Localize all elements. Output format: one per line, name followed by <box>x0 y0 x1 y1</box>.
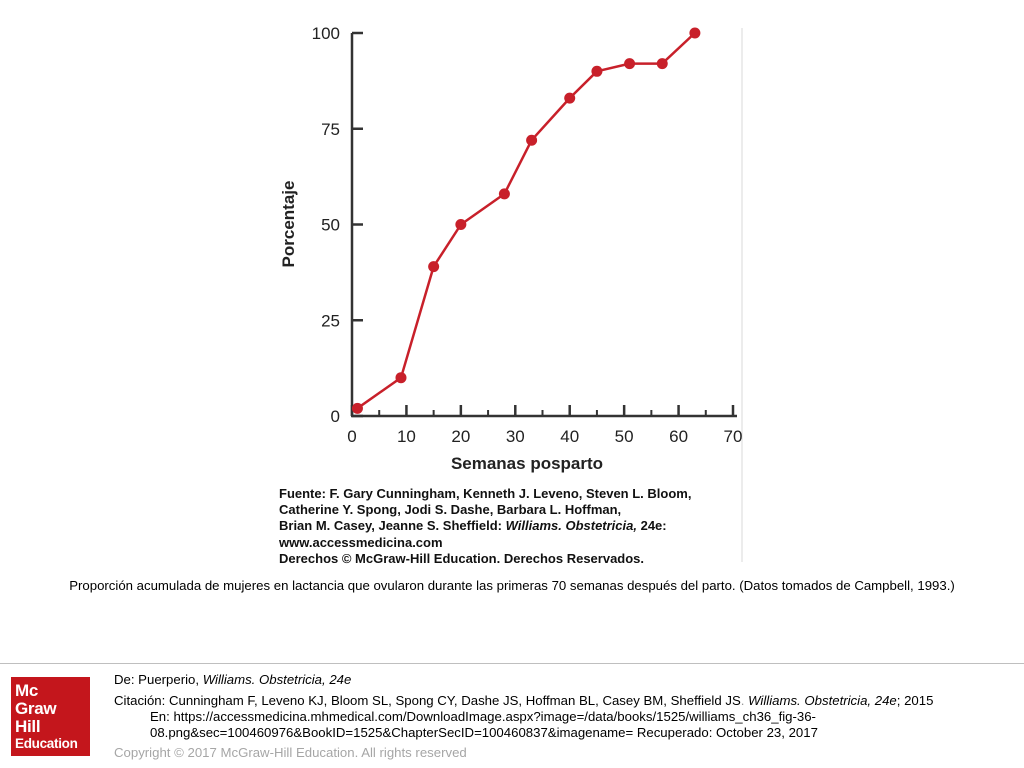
from-line <box>114 672 1014 687</box>
data-point <box>591 66 602 77</box>
x-axis-label: Semanas posparto <box>450 454 604 473</box>
x-tick-label: 10 <box>396 427 416 446</box>
logo-line-2: Graw <box>15 699 57 718</box>
data-point <box>428 261 439 272</box>
y-tick-label: 100 <box>311 24 340 43</box>
figure-source <box>279 486 691 567</box>
citation-year: ; 2015 <box>896 693 934 708</box>
x-tick-label: 50 <box>614 427 634 446</box>
y-axis-label: Porcentaje <box>279 180 298 268</box>
y-tick-label: 0 <box>330 407 340 426</box>
series-line <box>357 33 695 408</box>
copyright-notice: Copyright © 2017 McGraw-Hill Education. All rights reserved <box>114 745 467 760</box>
data-point <box>526 135 537 146</box>
x-tick-label: 70 <box>723 427 743 446</box>
source-line-1: Fuente: F. Gary Cunningham, Kenneth J. Leveno, Steven L. Bloom, <box>279 486 692 501</box>
data-point <box>689 28 700 39</box>
citation-title: Williams. Obstetricia, 24e <box>748 693 897 708</box>
data-point <box>455 219 466 230</box>
footer-divider <box>0 663 1024 664</box>
data-point <box>564 93 575 104</box>
y-tick-label: 75 <box>321 119 340 139</box>
x-tick-label: 40 <box>560 427 580 446</box>
y-tick-label: 50 <box>321 215 340 235</box>
citation-dot: . <box>740 693 745 708</box>
logo-line-4: Education <box>15 736 78 751</box>
logo-line-3: Hill <box>15 717 41 736</box>
source-line-5: Derechos © McGraw-Hill Education. Derechos Reservados. <box>279 550 645 566</box>
citation-block <box>114 672 1014 741</box>
y-tick-label: 25 <box>321 311 340 331</box>
logo-line-1: Mc <box>15 681 39 700</box>
source-line-3-prefix: Brian M. Casey, Jeanne S. Sheffield: <box>279 518 506 534</box>
citation-text <box>114 693 1014 741</box>
data-point <box>657 58 668 69</box>
source-book-title: Williams. Obstetricia, <box>505 518 637 534</box>
x-tick-label: 60 <box>669 427 689 446</box>
figure-caption: Proporción acumulada de mujeres en lactancia que ovularon durante las primeras 70 semanas después del parto. (Datos tomados de Campbell, 1993.) <box>69 578 955 593</box>
source-line-3-suffix: 24e: <box>636 518 667 534</box>
mcgraw-hill-logo <box>11 677 90 756</box>
x-tick-label: 0 <box>347 427 357 446</box>
x-tick-label: 20 <box>451 427 471 446</box>
data-point <box>395 372 406 383</box>
from-prefix: De: Puerperio, <box>114 672 203 687</box>
x-tick-label: 30 <box>505 427 525 446</box>
source-line-2: Catherine Y. Spong, Jodi S. Dashe, Barbara L. Hoffman, <box>279 502 622 518</box>
data-point <box>352 403 363 414</box>
data-point <box>499 188 510 199</box>
citation-url: En: https://accessmedicina.mhmedical.com/DownloadImage.aspx?image=/data/books/1525/williams_ch36_fig-36-08.png&sec=100460976&BookID=1525&ChapterSecID=100460837&imagename= Recuperado: October 23, 2017 <box>150 709 818 740</box>
data-point <box>624 58 635 69</box>
citation-prefix: Citación: Cunningham F, Leveno KJ, Bloom SL, Spong CY, Dashe JS, Hoffman BL, Casey BM, Sheffield JS <box>114 693 741 708</box>
source-line-4: www.accessmedicina.com <box>279 534 443 550</box>
from-title: Williams. Obstetricia, 24e <box>202 672 352 687</box>
